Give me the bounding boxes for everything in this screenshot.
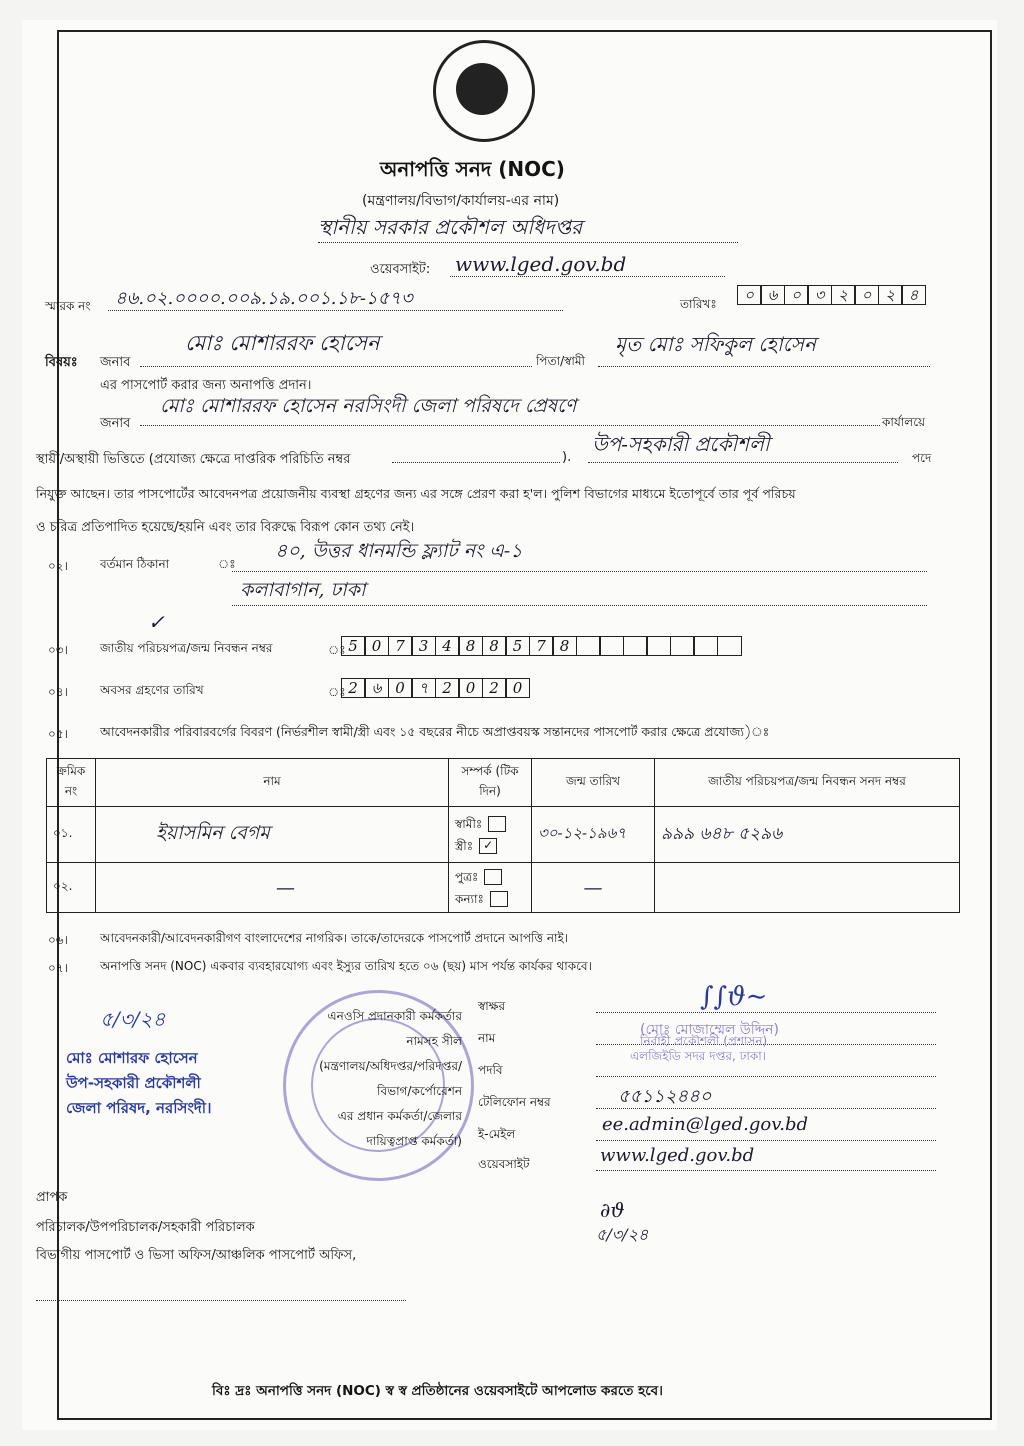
- applicant-stamp-line3: জেলা পরিষদ, নরসিংদী।: [66, 1099, 212, 1117]
- tick-mark-icon: ✓: [148, 610, 165, 634]
- permanent-close: ).: [562, 450, 572, 465]
- website-value: www.lged.gov.bd: [455, 252, 627, 276]
- applicant-signature-date: ৫/৩/২৪: [100, 1007, 166, 1031]
- office-suffix: কার্যালয়ে: [882, 415, 926, 429]
- row-nid: ৯৯৯ ৬৪৮ ৫২৯৬: [655, 807, 960, 863]
- date-digit-box: ২: [831, 285, 856, 305]
- table-row: [47, 807, 960, 863]
- recipient-line2: বিভাগীয় পাসপোর্ট ও ভিসা অফিস/আঞ্চলিক পাসপোর্ট অফিস,: [36, 1248, 357, 1263]
- retire-digit-box: 0: [505, 678, 530, 698]
- designation-suffix: পদে: [912, 451, 932, 465]
- row-serial: ০২.: [47, 863, 96, 913]
- noc-title: অনাপত্তি সনদ (NOC): [380, 157, 565, 181]
- issuer-phone: ৫৫১১২৪৪০: [618, 1086, 712, 1107]
- row-dob: —: [532, 863, 655, 913]
- retire-digit-box: 2: [435, 678, 460, 698]
- issuer-name: (মোঃ মোজাম্মেল উদ্দিন): [640, 1022, 779, 1038]
- nid-digit-box: [599, 636, 624, 656]
- applicant-stamp-line2: উপ-সহকারী প্রকৌশলী: [66, 1074, 201, 1092]
- nid-digit-box: [646, 636, 671, 656]
- nid-digit-box: 3: [411, 636, 436, 656]
- retire-digit-box: 2: [341, 678, 366, 698]
- initials-signature-icon: ∂ϑ: [600, 1198, 625, 1222]
- nid-digit-box: 5: [341, 636, 366, 656]
- header-serial: ক্রমিক নং: [47, 759, 96, 807]
- item-04-number: ০৪।: [48, 685, 68, 699]
- nid-boxes: [342, 636, 742, 656]
- date-digit-box: ০: [784, 285, 809, 305]
- issuer-signature-icon: ∫∫ϑ∼: [700, 982, 768, 1012]
- footnote: বিঃ দ্রঃ অনাপত্তি সনদ (NOC) স্ব স্ব প্রতিষ্ঠানের ওয়েবসাইটে আপলোড করতে হবে।: [212, 1383, 663, 1399]
- issuer-description-line: দায়িত্বপ্রাপ্ত কর্মকর্তা): [366, 1134, 462, 1148]
- date-digit-box: ৪: [901, 285, 926, 305]
- father-name: মৃত মোঃ সফিকুল হোসেন: [615, 332, 816, 356]
- row-dob: ৩০-১২-১৯৬৭: [532, 807, 655, 863]
- husband-checkbox: [488, 816, 506, 832]
- colon: ঃ: [218, 557, 236, 571]
- retire-label: অবসর গ্রহণের তারিখ: [100, 683, 204, 697]
- email-label: ই-মেইল: [478, 1127, 516, 1141]
- subject-line2: এর পাসপোর্ট করার জন্য অনাপত্তি প্রদান।: [100, 378, 312, 393]
- retire-digit-box: 0: [458, 678, 483, 698]
- issuer-description-line: এনওসি প্রদানকারী কর্মকর্তার: [327, 1009, 462, 1023]
- son-checkbox: [484, 869, 502, 885]
- nid-digit-box: 5: [505, 636, 530, 656]
- nid-digit-box: 8: [458, 636, 483, 656]
- memo-value: ৪৬.০২.০০০০.০০৯.১৯.০০১.১৮-১৫৭৩: [115, 288, 413, 309]
- row-name: —: [96, 863, 449, 913]
- retire-digit-box: 0: [388, 678, 413, 698]
- family-table: [46, 758, 960, 913]
- nid-digit-box: [576, 636, 601, 656]
- sign-label: স্বাক্ষর: [478, 999, 506, 1013]
- wife-checkbox: ✓: [479, 838, 497, 854]
- rel-daughter: কন্যাঃ: [455, 891, 484, 906]
- issuer-website: www.lged.gov.bd: [600, 1145, 755, 1166]
- nid-digit-box: [717, 636, 742, 656]
- header-relation: সম্পর্ক (টিক দিন): [449, 759, 532, 807]
- recipient-label: প্রাপক: [36, 1190, 68, 1205]
- initials-date: ৫/৩/২৪: [596, 1225, 649, 1244]
- nid-digit-box: 0: [364, 636, 389, 656]
- web-label: ওয়েবসাইট: [478, 1157, 530, 1171]
- nid-digit-box: [623, 636, 648, 656]
- table-row: [47, 863, 960, 913]
- memo-label: স্মারক নং: [45, 299, 91, 313]
- nid-digit-box: 8: [552, 636, 577, 656]
- rel-wife: স্ত্রীঃ: [455, 838, 474, 853]
- nid-digit-box: 4: [435, 636, 460, 656]
- office-name: স্থানীয় সরকার প্রকৌশল অধিদপ্তর: [318, 215, 583, 239]
- item-06-number: ০৬।: [48, 933, 68, 947]
- retire-digit-box: 2: [482, 678, 507, 698]
- date-digit-box: ২: [878, 285, 903, 305]
- government-seal-icon: [433, 40, 535, 142]
- nid-digit-box: [670, 636, 695, 656]
- nid-digit-box: 7: [388, 636, 413, 656]
- date-label: তারিখঃ: [680, 297, 717, 311]
- daughter-checkbox: [490, 891, 508, 907]
- family-label: আবেদনকারীর পরিবারবর্গের বিবরণ (নির্ভরশীল স্বামী/স্ত্রী এবং ১৫ বছরের নীচে অপ্রাপ্তবয়স্ক সন্তানদের পাসপোর্ট করার ক্ষেত্রে প্রযোজ্য)ঃ: [100, 724, 770, 739]
- nid-digit-box: 7: [529, 636, 554, 656]
- website-label: ওয়েবসাইট:: [370, 262, 431, 277]
- address-label: বর্তমান ঠিকানা: [100, 557, 170, 571]
- issuer-email: ee.admin@lged.gov.bd: [602, 1114, 809, 1135]
- applicant-stamp-line1: মোঃ মোশারফ হোসেন: [66, 1049, 198, 1067]
- header-name: নাম: [96, 759, 449, 807]
- recipient-line1: পরিচালক/উপপরিচালক/সহকারী পরিচালক: [36, 1220, 255, 1235]
- row-nid: [655, 863, 960, 913]
- paragraph-2: ও চরিত্র প্রতিপাদিত হয়েছে/হয়নি এবং তার বিরুদ্ধে বিরূপ কোন তথ্য নেই।: [36, 520, 415, 535]
- header-nid: জাতীয় পরিচয়পত্র/জন্ম নিবন্ধন সনদ নম্বর: [655, 759, 960, 807]
- issuer-description-line: এর প্রধান কর্মকর্তা/জেলার: [337, 1109, 462, 1123]
- issuer-designation: নির্বাহী প্রকৌশলী (প্রশাসন): [640, 1034, 768, 1048]
- retire-digit-box: ৬: [364, 678, 389, 698]
- item-03-number: ০৩।: [48, 643, 68, 657]
- rel-son: পুত্রঃ: [455, 869, 479, 884]
- issuer-description-line: বিভাগ/কর্পোরেশন: [377, 1084, 462, 1098]
- row-name: ইয়াসমিন বেগম: [96, 807, 449, 863]
- sir2-label: জনাব: [100, 416, 131, 431]
- issuer-office: এলজিইডি সদর দপ্তর, ঢাকা।: [630, 1049, 767, 1063]
- paragraph-1: নিযুক্ত আছেন। তার পাসপোর্টের আবেদনপত্র প্রয়োজনীয় ব্যবস্থা গ্রহণের জন্য এর সঙ্গে প্রেরণ করা হ'ল। পুলিশ বিভাগের মাধ্যমে ইতোপূর্বে তার পূর্ব পরিচয়: [36, 486, 796, 501]
- permanent-text: স্থায়ী/অস্থায়ী ভিত্তিতে (প্রযোজ্য ক্ষেত্রে দাপ্তরিক পরিচিতি নম্বর: [36, 452, 351, 467]
- retire-digit-box: ৭: [411, 678, 436, 698]
- subject-label: বিষয়ঃ: [45, 355, 78, 370]
- item-02-number: ০২।: [48, 559, 68, 573]
- nid-label: জাতীয় পরিচয়পত্র/জন্ম নিবন্ধন নম্বর: [100, 641, 273, 655]
- address-line2: কলাবাগান, ঢাকা: [240, 579, 366, 601]
- phone-label: টেলিফোন নম্বর: [478, 1095, 551, 1109]
- name-label: নাম: [478, 1031, 496, 1045]
- date-digit-box: ৩: [807, 285, 832, 305]
- date-digit-box: ৬: [760, 285, 785, 305]
- designation-label: পদবি: [478, 1063, 503, 1077]
- office-posting: মোঃ মোশাররফ হোসেন নরসিংদী জেলা পরিষদে প্রেষণে: [160, 395, 577, 417]
- father-label: পিতা/স্বামী: [536, 354, 585, 368]
- item-07-number: ০৭।: [48, 961, 68, 975]
- issuer-description-line: (মন্ত্রণালয়/অধিদপ্তর/পরিদপ্তর/: [319, 1059, 462, 1073]
- rel-husband: স্বামীঃ: [455, 816, 483, 831]
- header-dob: জন্ম তারিখ: [532, 759, 655, 807]
- validity-text: অনাপত্তি সনদ (NOC) একবার ব্যবহারযোগ্য এবং ইস্যুর তারিখ হতে ০৬ (ছয়) মাস পর্যন্ত কার্যকর থাকবে।: [100, 959, 592, 973]
- date-digit-box: ০: [854, 285, 879, 305]
- nid-digit-box: [693, 636, 718, 656]
- address-line1: ৪০, উত্তর ধানমন্ডি ফ্ল্যাট নং এ-১: [275, 540, 523, 562]
- applicant-name: মোঃ মোশাররফ হোসেন: [185, 331, 380, 355]
- colon: ঃ: [328, 685, 346, 699]
- citizen-text: আবেদনকারী/আবেদনকারীগণ বাংলাদেশের নাগরিক। তাকে/তাদেরকে পাসপোর্ট প্রদানে আপত্তি নাই।: [100, 931, 569, 945]
- row-serial: ০১.: [47, 807, 96, 863]
- designation-value: উপ-সহকারী প্রকৌশলী: [592, 432, 770, 456]
- retire-boxes: [342, 678, 530, 698]
- colon: ঃ: [328, 643, 346, 657]
- sir-label: জনাব: [100, 355, 131, 370]
- noc-subtitle: (মন্ত্রণালয়/বিভাগ/কার্যালয়-এর নাম): [362, 193, 560, 209]
- nid-digit-box: 8: [482, 636, 507, 656]
- item-05-number: ০৫।: [48, 727, 68, 741]
- date-digit-box: ০: [737, 285, 762, 305]
- date-boxes: [738, 285, 926, 305]
- issuer-description-line: নামসহ সীল: [406, 1034, 462, 1048]
